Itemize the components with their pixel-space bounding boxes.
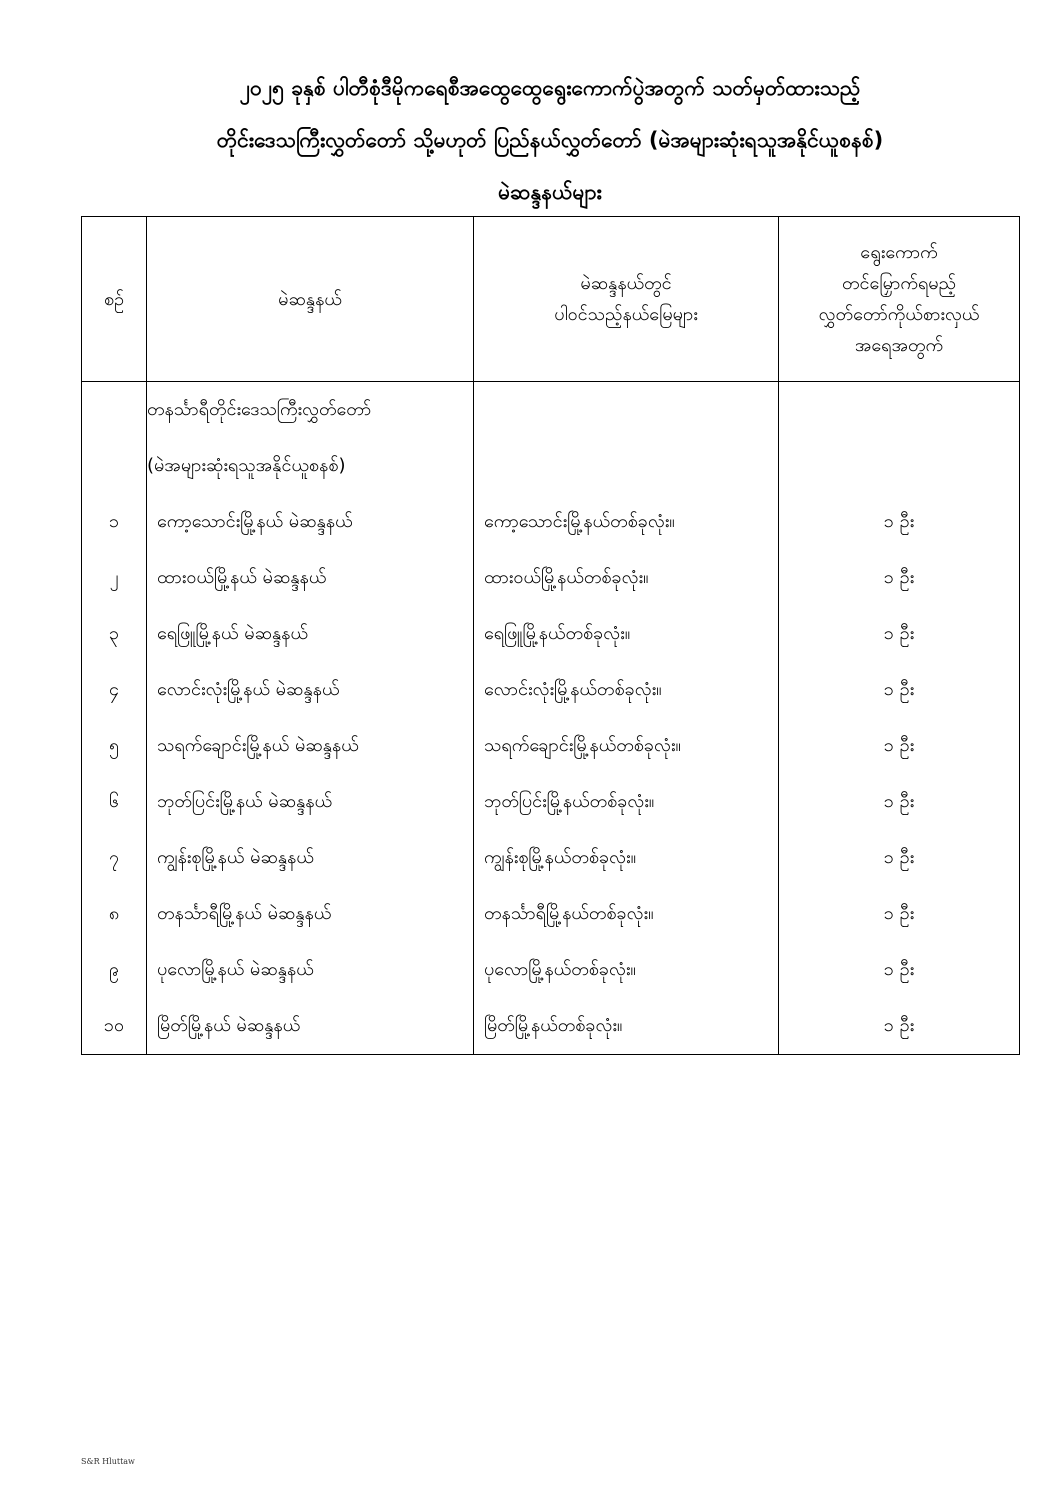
table-header-row — [82, 217, 1020, 382]
row-no: ၆ — [82, 774, 147, 830]
row-areas: သရက်ချောင်းမြို့နယ်တစ်ခုလုံး။ — [474, 718, 779, 774]
row-constituency: မြိတ်မြို့နယ် မဲဆန္ဒနယ် — [147, 998, 474, 1055]
row-areas: တနင်္သာရီမြို့နယ်တစ်ခုလုံး။ — [474, 886, 779, 942]
row-areas: ပုလောမြို့နယ်တစ်ခုလုံး။ — [474, 942, 779, 998]
table-row — [82, 998, 1020, 1055]
row-representatives: ၁ ဦး — [779, 550, 1020, 606]
title-line-2: တိုင်းဒေသကြီးလွှတ်တော် သို့မဟုတ် ပြည်နယ်လွှတ်တော် (မဲအများဆုံးရသူအနိုင်ယူစနစ်) — [216, 128, 884, 152]
row-constituency: ကျွန်းစုမြို့နယ် မဲဆန္ဒနယ် — [147, 830, 474, 886]
table-row — [82, 942, 1020, 998]
row-representatives: ၁ ဦး — [779, 606, 1020, 662]
row-no: ၄ — [82, 662, 147, 718]
header-representatives-line: လွှတ်တော်ကိုယ်စားလှယ် — [818, 304, 980, 325]
row-areas: ထားဝယ်မြို့နယ်တစ်ခုလုံး။ — [474, 550, 779, 606]
table-row — [82, 718, 1020, 774]
row-representatives: ၁ ဦး — [779, 494, 1020, 550]
header-representatives-line: တင်မြှောက်ရမည့် — [842, 273, 956, 294]
row-areas: ရေဖြူမြို့နယ်တစ်ခုလုံး။ — [474, 606, 779, 662]
table-row — [82, 606, 1020, 662]
row-representatives: ၁ ဦး — [779, 942, 1020, 998]
header-representatives-line: ရွေးကောက် — [860, 242, 938, 263]
region-name: တနင်္သာရီတိုင်းဒေသကြီးလွှတ်တော် — [147, 382, 474, 439]
row-areas: ကျွန်းစုမြို့နယ်တစ်ခုလုံး။ — [474, 830, 779, 886]
row-no: ၁၀ — [82, 998, 147, 1055]
row-constituency: ပုလောမြို့နယ် မဲဆန္ဒနယ် — [147, 942, 474, 998]
header-included-areas-line: ပါဝင်သည့်နယ်မြေများ — [554, 304, 698, 325]
header-representatives — [779, 217, 1020, 382]
row-constituency: ဘုတ်ပြင်းမြို့နယ် မဲဆန္ဒနယ် — [147, 774, 474, 830]
row-representatives: ၁ ဦး — [779, 718, 1020, 774]
table-row — [82, 886, 1020, 942]
row-areas: လောင်းလုံးမြို့နယ်တစ်ခုလုံး။ — [474, 662, 779, 718]
row-constituency: တနင်္သာရီမြို့နယ် မဲဆန္ဒနယ် — [147, 886, 474, 942]
table-row — [82, 550, 1020, 606]
row-representatives: ၁ ဦး — [779, 774, 1020, 830]
table-row — [82, 662, 1020, 718]
row-no: ၈ — [82, 886, 147, 942]
row-representatives: ၁ ဦး — [779, 886, 1020, 942]
row-areas: ကော့သောင်းမြို့နယ်တစ်ခုလုံး။ — [474, 494, 779, 550]
row-no: ၇ — [82, 830, 147, 886]
row-areas: ဘုတ်ပြင်းမြို့နယ်တစ်ခုလုံး။ — [474, 774, 779, 830]
row-no: ၃ — [82, 606, 147, 662]
header-included-areas-line: မဲဆန္ဒနယ်တွင် — [580, 273, 672, 294]
table-row — [82, 830, 1020, 886]
row-constituency: ထားဝယ်မြို့နယ် မဲဆန္ဒနယ် — [147, 550, 474, 606]
header-included-areas — [474, 217, 779, 382]
row-constituency: ကော့သောင်းမြို့နယ် မဲဆန္ဒနယ် — [147, 494, 474, 550]
title-line-1: ၂၀၂၅ ခုနှစ် ပါတီစုံဒီမိုကရေစီအထွေထွေရွေးကောက်ပွဲအတွက် သတ်မှတ်ထားသည့် — [239, 76, 861, 100]
header-representatives-line: အရေအတွက် — [854, 335, 944, 356]
row-constituency: သရက်ချောင်းမြို့နယ် မဲဆန္ဒနယ် — [147, 718, 474, 774]
document-title — [80, 62, 1020, 218]
region-system-row — [82, 438, 1020, 494]
row-representatives: ၁ ဦး — [779, 998, 1020, 1055]
region-heading-row — [82, 382, 1020, 439]
table-row — [82, 494, 1020, 550]
row-representatives: ၁ ဦး — [779, 662, 1020, 718]
header-no: စဉ် — [82, 217, 147, 382]
row-no: ၅ — [82, 718, 147, 774]
row-constituency: ရေဖြူမြို့နယ် မဲဆန္ဒနယ် — [147, 606, 474, 662]
title-line-3: မဲဆန္ဒနယ်များ — [498, 180, 602, 204]
row-areas: မြိတ်မြို့နယ်တစ်ခုလုံး။ — [474, 998, 779, 1055]
region-system: (မဲအများဆုံးရသူအနိုင်ယူစနစ်) — [147, 438, 474, 494]
table-row — [82, 774, 1020, 830]
row-representatives: ၁ ဦး — [779, 830, 1020, 886]
constituency-table — [81, 216, 1020, 1055]
header-constituency: မဲဆန္ဒနယ် — [147, 217, 474, 382]
row-no: ၁ — [82, 494, 147, 550]
row-no: ၂ — [82, 550, 147, 606]
row-no: ၉ — [82, 942, 147, 998]
row-constituency: လောင်းလုံးမြို့နယ် မဲဆန္ဒနယ် — [147, 662, 474, 718]
footer-mark: S&R Hluttaw — [81, 1457, 135, 1466]
